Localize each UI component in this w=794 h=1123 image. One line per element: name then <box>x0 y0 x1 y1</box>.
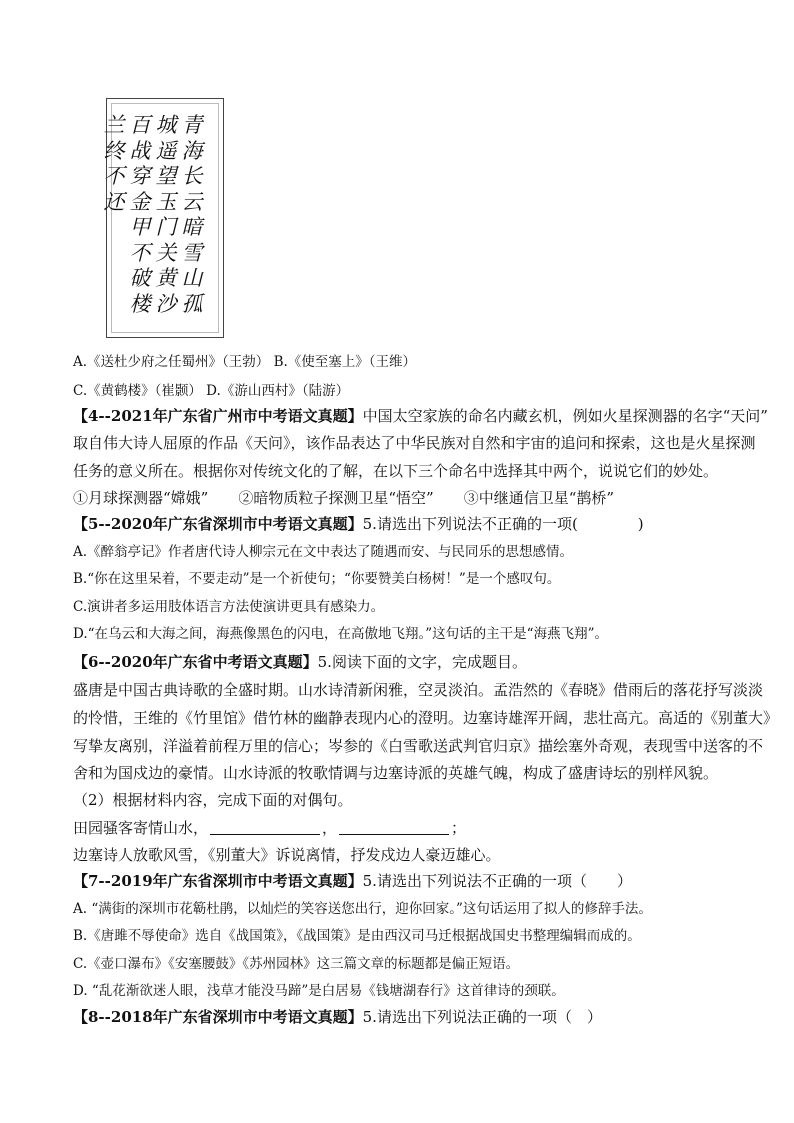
q6-couplet-line1 <box>73 818 466 838</box>
calligraphy-glyph: 雪 <box>181 240 203 265</box>
q5-option-d: D.“在乌云和大海之间，海燕像黑色的闪电，在高傲地飞翔。”这句话的主干是“海燕飞翔”。 <box>73 626 608 642</box>
q7-stem: 5.请选出下列说法不正确的一项（ ） <box>362 872 632 890</box>
calligraphy-column-3 <box>127 113 153 317</box>
q4-option-1: ①月球探测器“嫦娥” <box>73 489 209 507</box>
q6-passage-line3: 写挚友离别，洋溢着前程万里的信心；岑参的《白雪歌送武判官归京》描绘塞外奇观，表现雪中送客的不 <box>73 737 764 755</box>
calligraphy-glyph: 孤 <box>181 291 203 316</box>
q6-couplet1-comma: ， <box>322 819 338 837</box>
calligraphy-glyph: 沙 <box>155 291 177 316</box>
calligraphy-glyph: 破 <box>129 266 151 290</box>
q7-option-a: A. “满街的深圳市花簕杜鹃，以灿烂的笑容送您出行，迎你回家。”这句话运用了拟人的修辞手法。 <box>73 901 652 917</box>
q8-stem: 5.请选出下列说法正确的一项（ ） <box>362 1008 602 1026</box>
calligraphy-glyph: 金 <box>129 189 151 214</box>
q5-stem: 5.请选出下列说法不正确的一项( ) <box>362 515 644 533</box>
calligraphy-glyph: 不 <box>103 164 125 188</box>
q4-text-3: 任务的意义所在。根据你对传统文化的了解，在以下三个命名中选择其中两个，说说它们的妙处。 <box>73 462 719 480</box>
calligraphy-glyph: 城 <box>155 113 177 137</box>
q6-tag: 【6--2020年广东省中考语文真题】 <box>73 653 318 671</box>
calligraphy-glyph: 楼 <box>129 291 151 316</box>
q7-option-d: D. “乱花渐欲迷人眼，浅草才能没马蹄”是白居易《钱塘湖春行》这首律诗的颈联。 <box>73 983 565 999</box>
q6-couplet-line2: 边塞诗人放歌风雪，《别董大》诉说离情，抒发戍边人豪迈雄心。 <box>73 846 501 864</box>
calligraphy-glyph: 遥 <box>155 138 177 163</box>
q8-header <box>73 1007 602 1027</box>
calligraphy-glyph: 云 <box>181 189 203 214</box>
calligraphy-glyph: 长 <box>181 164 203 188</box>
q6-couplet1-semicolon: ； <box>451 819 467 837</box>
q4-tag: 【4--2021年广东省广州市中考语文真题】 <box>73 407 363 425</box>
q5-option-b: B.“你在这里呆着，不要走动”是一个祈使句；“你要赞美白杨树！”是一个感叹句。 <box>73 571 561 587</box>
calligraphy-glyph: 望 <box>155 164 177 188</box>
calligraphy-glyph: 门 <box>155 215 177 239</box>
q7-option-c: C.《壶口瀑布》《安塞腰鼓》《苏州园林》这三篇文章的标题都是偏正短语。 <box>73 956 520 972</box>
calligraphy-column-2 <box>153 113 179 317</box>
q4-option-2: ②暗物质粒子探测卫星“悟空” <box>238 489 434 507</box>
calligraphy-glyph: 穿 <box>129 164 151 188</box>
calligraphy-glyph: 海 <box>181 138 203 163</box>
q6-subquestion: （2）根据材料内容，完成下面的对偶句。 <box>73 791 353 809</box>
answer-blank-1[interactable] <box>210 820 320 835</box>
q6-passage-line4: 舍和为国戍边的豪情。山水诗派的牧歌情调与边塞诗派的英雄气魄，构成了盛唐诗坛的别样风貌。 <box>73 764 719 782</box>
calligraphy-column-1 <box>179 113 205 317</box>
calligraphy-glyph: 不 <box>129 240 151 265</box>
calligraphy-glyph: 玉 <box>155 189 177 214</box>
calligraphy-glyph: 终 <box>103 138 125 163</box>
calligraphy-glyph: 还 <box>103 189 125 214</box>
q7-header <box>73 871 632 891</box>
calligraphy-glyph: 山 <box>181 266 203 290</box>
calligraphy-glyph: 青 <box>181 113 203 137</box>
calligraphy-image <box>103 98 224 338</box>
q6-passage-line1: 盛唐是中国古典诗歌的全盛时期。山水诗清新闲雅，空灵淡泊。孟浩然的《春晓》借雨后的落花抒写淡淡 <box>73 681 764 699</box>
q5-header <box>73 514 644 534</box>
q7-tag: 【7--2019年广东省深圳市中考语文真题】 <box>73 872 363 890</box>
q4-option-3: ③中继通信卫星“鹊桥” <box>463 489 615 507</box>
q5-tag: 【5--2020年广东省深圳市中考语文真题】 <box>73 515 363 533</box>
q6-couplet1-text: 田园骚客寄情山水， <box>73 819 209 837</box>
q7-option-b: B.《唐雎不辱使命》选自《战国策》，《战国策》是由西汉司马迁根据战国史书整理编辑而成的。 <box>73 928 641 944</box>
q6-stem: 5.阅读下面的文字，完成题目。 <box>317 653 527 671</box>
calligraphy-glyph: 甲 <box>129 215 151 239</box>
q4-first-line <box>73 406 768 426</box>
q8-tag: 【8--2018年广东省深圳市中考语文真题】 <box>73 1008 363 1026</box>
answer-blank-2[interactable] <box>339 820 449 835</box>
calligraphy-glyph: 暗 <box>181 215 203 239</box>
calligraphy-column-4 <box>101 113 127 215</box>
calligraphy-glyph: 兰 <box>103 113 125 137</box>
q4-text-1: 中国太空家族的命名内藏玄机，例如火星探测器的名字“天问” <box>362 407 768 425</box>
calligraphy-glyph: 关 <box>155 240 177 265</box>
q5-option-c: C.演讲者多运用肢体语言方法使演讲更具有感染力。 <box>73 599 385 615</box>
calligraphy-glyph: 黄 <box>155 266 177 290</box>
q3-options-line1: A.《送杜少府之任蜀州》（王勃） B.《使至塞上》（王维） <box>73 354 417 370</box>
q6-header <box>73 652 527 672</box>
q3-options-line2: C.《黄鹤楼》（崔颢） D.《游山西村》（陆游） <box>73 383 350 399</box>
calligraphy-glyph: 百 <box>129 113 151 137</box>
calligraphy-glyph: 战 <box>129 138 151 163</box>
q4-text-2: 取自伟大诗人屈原的作品《天问》，该作品表达了中华民族对自然和宇宙的追问和探索，这也是火星探测 <box>73 434 756 452</box>
q4-options <box>73 488 614 508</box>
q5-option-a: A.《醉翁亭记》作者唐代诗人柳宗元在文中表达了随遇而安、与民同乐的思想感情。 <box>73 544 574 560</box>
q6-passage-line2: 的怜惜，王维的《竹里馆》借竹林的幽静表现内心的澄明。边塞诗雄浑开阔，悲壮高亢。高适的《别董大》 <box>73 709 779 727</box>
